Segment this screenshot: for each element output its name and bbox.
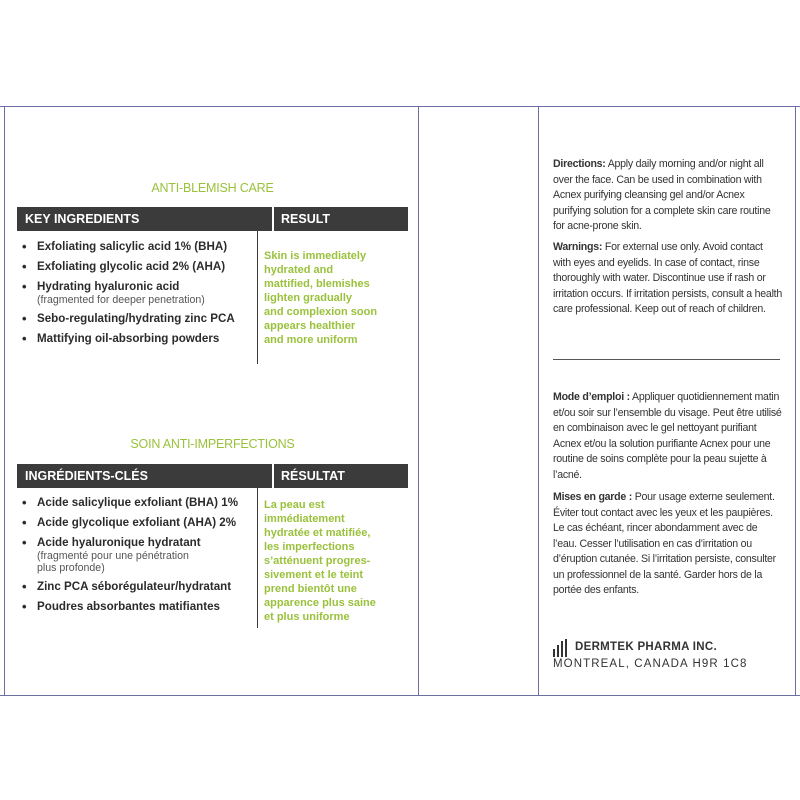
mode-emploi-text: Appliquer quotidiennement matin et/ou soir sur l’ensemble du visage. Peut être utilisé en combinaison avec le gel nettoyant purifiant Acnex et/ou la solution purifiante Acnex pour une routine de soins complète pour la peau sujette à l’acné. <box>553 391 782 481</box>
list-item: • Acide glycolique exfoliant (AHA) 2% <box>22 516 252 530</box>
english-table-header <box>17 207 408 231</box>
header-key-ingredients: KEY INGREDIENTS <box>25 212 140 226</box>
panel-border-top <box>0 106 800 107</box>
french-section-title: SOIN ANTI-IMPERFECTIONS <box>130 437 295 451</box>
french-result-text: La peau est immédiatement hydratée et matifiée, les imperfections s’atténuent progres- sivement et le teint prend bientôt une apparence plus saine et plus uniforme <box>264 499 376 623</box>
directions-text: Apply daily morning and/or night all over the face. Can be used in combination with Acnex purifying cleansing gel and/or Acnex purifying solution for a complete skin care routine for acne-prone skin. <box>553 158 771 232</box>
list-item: • Hydrating hyaluronic acid (fragmented for deeper penetration) <box>22 280 252 306</box>
list-item: • Acide salicylique exfoliant (BHA) 1% <box>22 496 252 510</box>
list-item: • Exfoliating glycolic acid 2% (AHA) <box>22 260 252 274</box>
ingredient-note: (fragmented for deeper penetration) <box>37 294 205 306</box>
list-item: • Poudres absorbantes matifiantes <box>22 600 252 614</box>
mises-en-garde-heading: Mises en garde : <box>553 491 633 503</box>
bars-logo-icon <box>553 639 571 657</box>
panel-border-bottom <box>0 695 800 696</box>
english-column-divider <box>257 231 258 364</box>
panel-divider-1 <box>418 106 419 695</box>
mises-en-garde-paragraph <box>553 490 783 599</box>
warnings-paragraph <box>553 240 783 318</box>
list-item: • Sebo-regulating/hydrating zinc PCA <box>22 312 252 326</box>
company-logo <box>553 637 793 677</box>
header-resultat: RÉSULTAT <box>281 469 345 483</box>
panel-border-right <box>795 106 796 695</box>
directions-paragraph <box>553 157 783 235</box>
language-separator <box>553 359 780 360</box>
company-address: MONTREAL, CANADA H9R 1C8 <box>553 658 748 670</box>
french-column-divider <box>257 488 258 628</box>
header-ingredients-cles: INGRÉDIENTS-CLÉS <box>25 469 148 483</box>
directions-heading: Directions: <box>553 158 606 170</box>
english-section-title: ANTI-BLEMISH CARE <box>151 181 274 195</box>
list-item: • Mattifying oil-absorbing powders <box>22 332 252 346</box>
ingredient-note: (fragmenté pour une pénétration plus profonde) <box>37 550 189 574</box>
french-ingredient-list <box>22 496 252 620</box>
panel-divider-2 <box>538 106 539 695</box>
list-item: • Exfoliating salicylic acid 1% (BHA) <box>22 240 252 254</box>
list-item: • Zinc PCA séborégulateur/hydratant <box>22 580 252 594</box>
header-separator <box>272 464 274 488</box>
header-separator <box>272 207 274 231</box>
english-result-text: Skin is immediately hydrated and mattified, blemishes lighten gradually and complexion soon appears healthier and more uniform <box>264 250 378 346</box>
panel-border-left <box>4 106 5 695</box>
list-item: • Acide hyaluronique hydratant (fragmenté pour une pénétration plus profonde) <box>22 536 252 574</box>
company-name: DERMTEK PHARMA INC. <box>575 641 717 653</box>
french-table-header <box>17 464 408 488</box>
english-ingredient-list <box>22 240 252 352</box>
mode-emploi-heading: Mode d’emploi : <box>553 391 630 403</box>
mises-en-garde-text: Pour usage externe seulement. Éviter tout contact avec les yeux et les paupières. Le cas échéant, rincer abondamment avec de l’eau. Cesser l’utilisation en cas d’irritation ou d’éruption cutanée. Si l’irritation persiste, consulter un professionnel de la santé. Garder hors de la portée des enfants. <box>553 491 776 596</box>
warnings-text: For external use only. Avoid contact with eyes and eyelids. In case of contact, rinse thoroughly with water. Discontinue use if rash or irritation occurs. If irritation persists, consult a health care professional. Keep out of reach of children. <box>553 241 783 315</box>
mode-emploi-paragraph <box>553 390 783 483</box>
warnings-heading: Warnings: <box>553 241 603 253</box>
header-result: RESULT <box>281 212 331 226</box>
